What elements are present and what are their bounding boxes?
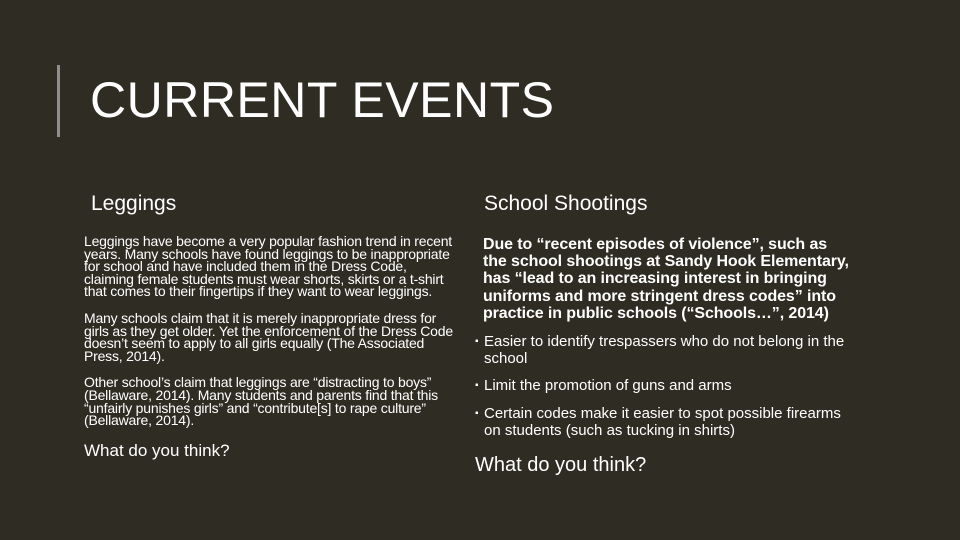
bullet-item [475,377,853,395]
leggings-question: What do you think? [84,440,230,460]
square-bullet-icon: ▪ [475,380,479,392]
school-shootings-intro: Due to “recent episodes of violence”, such as the school shootings at Sandy Hook Elementary, has “lead to an increasing interest in bringing uniforms and more stringent dress codes” into practice in public schools (“Schools…”, 2014) [483,236,849,322]
leggings-paragraph: Other school’s claim that leggings are “distracting to boys” (Bellaware, 2014). Many students and parents find that this “unfairly punishes girls” and “contribute[s] to rape culture” (Bellaware, 2014). [84,374,438,429]
bullet-text: Certain codes make it easier to spot possible firearms on students (such as tucking in shirts) [484,404,841,439]
school-shootings-question: What do you think? [475,454,647,477]
slide-title: CURRENT EVENTS [90,72,555,128]
bullet-text: Limit the promotion of guns and arms [484,377,732,395]
leggings-heading: Leggings [91,192,177,215]
bullet-item [475,404,853,439]
leggings-column [84,235,456,461]
school-shootings-column [475,236,853,477]
bullet-item [475,333,853,368]
leggings-paragraph: Leggings have become a very popular fashion trend in recent years. Many schools have found leggings to be inappropriate for school and have included them in the Dress Code, claiming female students must wear shorts, skirts or a t-shirt that comes to their fingertips if they want to wear leggings. [84,233,452,300]
bullet-text: Easier to identify trespassers who do not belong in the school [484,333,845,368]
square-bullet-icon: ▪ [475,407,479,419]
square-bullet-icon: ▪ [475,336,479,348]
title-accent-bar [57,65,60,137]
leggings-paragraph: Many schools claim that it is merely inappropriate dress for girls as they get older. Yet the enforcement of the Dress Code doesn’t seem to apply to all girls equally (The Associated Press, 2014). [84,309,453,364]
school-shootings-heading: School Shootings [484,192,648,215]
